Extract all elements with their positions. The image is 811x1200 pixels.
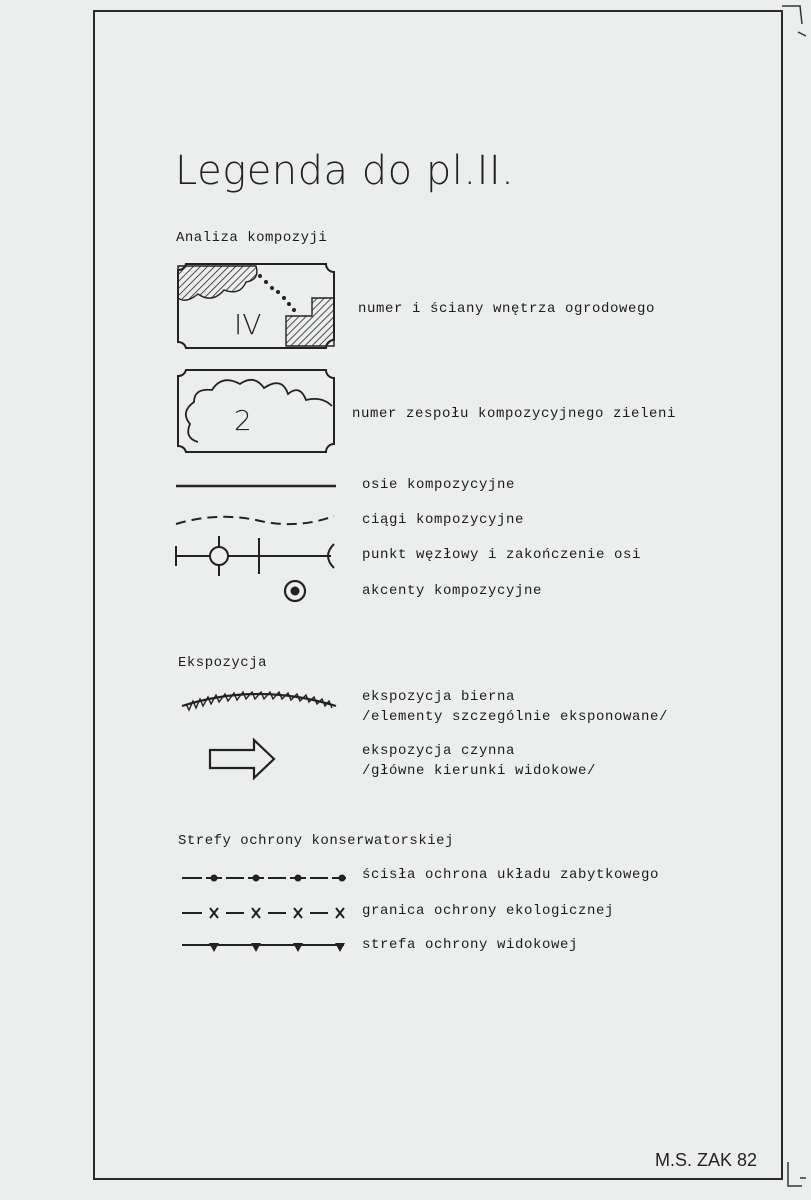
bullseye-icon bbox=[282, 578, 308, 604]
passive-exposure-line2: /elementy szczególnie eksponowane/ bbox=[362, 709, 669, 725]
section-heading-analiza: Analiza kompozyji bbox=[176, 230, 328, 246]
page-title: Legenda do pl.II. bbox=[175, 148, 515, 194]
legend-label-scisla: ścisła ochrona układu zabytkowego bbox=[362, 867, 660, 883]
garden-interior-symbol bbox=[176, 262, 336, 350]
green-ensemble-symbol bbox=[176, 368, 336, 454]
cross-line-icon bbox=[182, 903, 348, 923]
active-exposure-line2: /główne kierunki widokowe/ bbox=[362, 763, 597, 779]
passive-exposure-line1: ekspozycja bierna bbox=[362, 689, 516, 705]
garden-interior-label: numer i ściany wnętrza ogrodowego bbox=[358, 301, 656, 317]
triangle-line-icon bbox=[182, 937, 348, 957]
bottom-corner-mark bbox=[784, 1160, 808, 1194]
green-ensemble-label: numer zespołu kompozycyjnego zieleni bbox=[352, 406, 677, 422]
legend-label-osie: osie kompozycyjne bbox=[362, 477, 516, 493]
legend-label-strefa: strefa ochrony widokowej bbox=[362, 937, 579, 953]
solid-line-icon bbox=[176, 480, 336, 492]
garden-interior-numeral: IV bbox=[234, 308, 262, 341]
dot-line-icon bbox=[182, 868, 348, 888]
legend-label-granica: granica ochrony ekologicznej bbox=[362, 903, 615, 919]
active-exposure-line1: ekspozycja czynna bbox=[362, 743, 516, 759]
arrow-right-icon bbox=[208, 738, 276, 780]
legend-label-ciagi: ciągi kompozycyjne bbox=[362, 512, 525, 528]
section-heading-ekspozycja: Ekspozycja bbox=[178, 655, 268, 671]
author-signature: M.S. ZAK 82 bbox=[655, 1150, 758, 1170]
legend-label-akcenty: akcenty kompozycyjne bbox=[362, 583, 543, 599]
legend-label-punkt: punkt węzłowy i zakończenie osi bbox=[362, 547, 642, 563]
passive-exposure-icon bbox=[180, 686, 340, 712]
node-axis-icon bbox=[176, 534, 336, 578]
torn-corner-mark bbox=[780, 2, 808, 42]
dashed-wave-icon bbox=[176, 510, 336, 534]
section-heading-strefy: Strefy ochrony konserwatorskiej bbox=[178, 833, 454, 849]
green-ensemble-numeral: 2 bbox=[234, 404, 252, 437]
